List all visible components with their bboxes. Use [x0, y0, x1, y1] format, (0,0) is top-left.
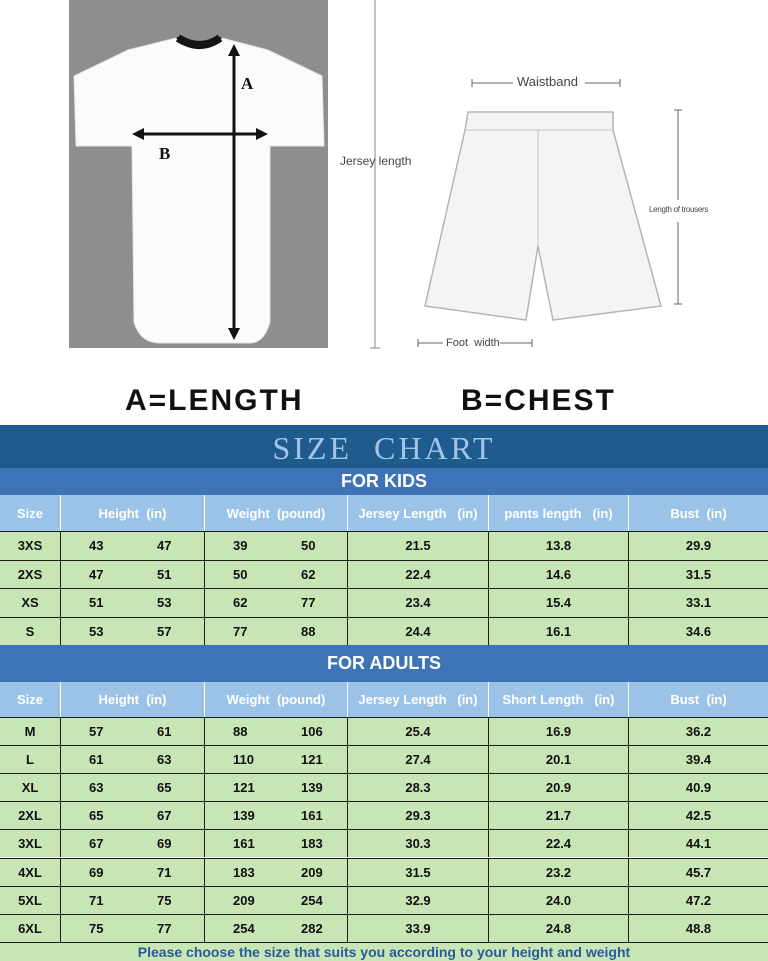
cell-pants-length: 15.4 [489, 589, 629, 617]
cell-size: 4XL [0, 859, 61, 886]
cell-weight-max: 88 [301, 623, 316, 639]
cell-height-min: 67 [89, 836, 104, 852]
cell-jersey-length: 23.4 [348, 589, 489, 617]
header-pants-length: pants length (in) [489, 495, 629, 531]
table-row [0, 745, 768, 773]
cell-bust: 29.9 [685, 538, 712, 554]
cell-weight [205, 718, 348, 745]
cell-weight-min: 88 [233, 724, 248, 740]
cell-height-max: 61 [157, 724, 172, 740]
table-row [0, 717, 768, 745]
cell-pants-length: 23.2 [489, 859, 629, 886]
shirt-label-b: B [159, 144, 171, 163]
cell-size: 2XL [0, 802, 61, 829]
cell-height-max: 71 [157, 864, 172, 880]
cell-jersey-length: 33.9 [348, 915, 489, 942]
cell-weight-min: 62 [233, 595, 248, 611]
cell-height-min: 51 [89, 595, 104, 611]
table-row [0, 531, 768, 560]
cell-weight-min: 39 [233, 538, 248, 554]
header-size: Size [0, 495, 61, 531]
header-weight: Weight (pound) [205, 682, 348, 717]
cell-bust: 39.4 [685, 752, 712, 768]
table-row [0, 829, 768, 857]
kids-section-label: FOR KIDS [340, 471, 427, 491]
cell-size: M [0, 718, 61, 745]
cell-weight-max: 282 [301, 920, 323, 936]
cell-height-max: 57 [157, 623, 172, 639]
legend-a-length: A=LENGTH [125, 384, 304, 417]
cell-bust: 34.6 [685, 623, 712, 639]
cell-pants-length: 24.8 [489, 915, 629, 942]
cell-height-min: 53 [89, 623, 104, 639]
adults-header-row [0, 682, 768, 717]
cell-weight [205, 915, 348, 942]
adults-section-bar [0, 645, 768, 682]
cell-weight-max: 139 [301, 780, 323, 796]
header-weight: Weight (pound) [205, 495, 348, 531]
cell-bust: 48.8 [685, 920, 712, 936]
cell-size: 3XL [0, 830, 61, 857]
header-short-length: Short Length (in) [489, 682, 629, 717]
header-size: Size [0, 682, 61, 717]
cell-weight-min: 121 [233, 780, 255, 796]
cell-weight-min: 161 [233, 836, 255, 852]
cell-weight-min: 183 [233, 864, 255, 880]
cell-height-max: 53 [157, 595, 172, 611]
cell-size: S [0, 618, 61, 646]
shorts-shape [425, 112, 661, 320]
cell-bust: 36.2 [685, 724, 712, 740]
table-row [0, 560, 768, 589]
cell-height-min: 63 [89, 780, 104, 796]
cell-jersey-length: 21.5 [348, 532, 489, 560]
cell-height-min: 65 [89, 808, 104, 824]
footer-note: Please choose the size that suits you according to your height and weight [0, 942, 768, 961]
cell-jersey-length: 25.4 [348, 718, 489, 745]
cell-height-max: 69 [157, 836, 172, 852]
cell-height-min: 47 [89, 566, 104, 582]
cell-height [61, 532, 205, 560]
header-height: Height (in) [61, 682, 205, 717]
cell-jersey-length: 31.5 [348, 859, 489, 886]
cell-height [61, 774, 205, 801]
adults-section-label: FOR ADULTS [327, 653, 441, 673]
waistband-label: Waistband [517, 74, 578, 89]
kids-header-row [0, 495, 768, 531]
cell-height-min: 43 [89, 538, 104, 554]
cell-weight [205, 618, 348, 646]
jersey-length-label: Jersey length [340, 154, 412, 168]
cell-pants-length: 20.9 [489, 774, 629, 801]
cell-height-max: 51 [157, 566, 172, 582]
table-row [0, 617, 768, 646]
kids-section-bar [0, 468, 768, 495]
cell-height [61, 618, 205, 646]
cell-weight [205, 746, 348, 773]
cell-pants-length: 22.4 [489, 830, 629, 857]
cell-weight [205, 532, 348, 560]
cell-jersey-length: 30.3 [348, 830, 489, 857]
cell-weight-max: 161 [301, 808, 323, 824]
cell-size: 6XL [0, 915, 61, 942]
header-bust: Bust (in) [670, 692, 727, 707]
cell-pants-length: 14.6 [489, 561, 629, 589]
cell-weight-min: 209 [233, 892, 255, 908]
table-row [0, 588, 768, 617]
cell-height-max: 77 [157, 920, 172, 936]
cell-bust: 47.2 [685, 892, 712, 908]
tshirt-shape [74, 36, 324, 343]
cell-weight-max: 106 [301, 724, 323, 740]
table-row [0, 858, 768, 886]
cell-size: 3XS [0, 532, 61, 560]
header-bust: Bust (in) [670, 505, 727, 521]
shirt-label-a: A [241, 74, 254, 93]
cell-jersey-length: 32.9 [348, 887, 489, 914]
cell-bust: 44.1 [685, 836, 712, 852]
cell-pants-length: 13.8 [489, 532, 629, 560]
cell-height [61, 830, 205, 857]
cell-bust: 42.5 [685, 808, 712, 824]
foot-width-label: Foot width [446, 337, 500, 349]
cell-height [61, 915, 205, 942]
cell-jersey-length: 29.3 [348, 802, 489, 829]
cell-weight-max: 77 [301, 595, 316, 611]
cell-height [61, 589, 205, 617]
cell-weight-max: 62 [301, 566, 316, 582]
cell-height-min: 75 [89, 920, 104, 936]
cell-height-min: 71 [89, 892, 104, 908]
table-row [0, 801, 768, 829]
header-jersey-length: Jersey Length (in) [348, 495, 489, 531]
cell-height-min: 61 [89, 752, 104, 768]
cell-weight-min: 77 [233, 623, 248, 639]
cell-weight [205, 830, 348, 857]
cell-size: XS [0, 589, 61, 617]
cell-weight-max: 209 [301, 864, 323, 880]
header-height: Height (in) [61, 495, 205, 531]
cell-bust: 45.7 [685, 864, 712, 880]
cell-pants-length: 16.9 [489, 718, 629, 745]
cell-weight-min: 139 [233, 808, 255, 824]
cell-weight [205, 561, 348, 589]
cell-pants-length: 16.1 [489, 618, 629, 646]
cell-weight-max: 121 [301, 752, 323, 768]
cell-weight-min: 50 [233, 566, 248, 582]
cell-bust: 31.5 [685, 566, 712, 582]
legend-b-chest: B=CHEST [461, 384, 616, 417]
cell-height-max: 67 [157, 808, 172, 824]
cell-bust: 33.1 [685, 595, 712, 611]
cell-height [61, 887, 205, 914]
cell-weight [205, 802, 348, 829]
table-row [0, 914, 768, 942]
cell-weight-max: 50 [301, 538, 316, 554]
cell-weight [205, 859, 348, 886]
cell-pants-length: 20.1 [489, 746, 629, 773]
cell-height-max: 75 [157, 892, 172, 908]
cell-weight [205, 887, 348, 914]
cell-height [61, 746, 205, 773]
size-chart-title: SIZE CHART [272, 430, 496, 466]
cell-height-min: 57 [89, 724, 104, 740]
cell-weight [205, 774, 348, 801]
cell-height [61, 859, 205, 886]
size-chart-title-bar [0, 425, 768, 468]
cell-bust: 40.9 [685, 780, 712, 796]
measurement-diagram [0, 0, 768, 425]
cell-weight-max: 254 [301, 892, 323, 908]
cell-size: L [0, 746, 61, 773]
cell-size: 5XL [0, 887, 61, 914]
cell-jersey-length: 24.4 [348, 618, 489, 646]
cell-height [61, 802, 205, 829]
cell-size: 2XS [0, 561, 61, 589]
length-of-trousers-label: Length of trousers [649, 205, 709, 214]
cell-height-max: 63 [157, 752, 172, 768]
table-row [0, 886, 768, 914]
cell-pants-length: 24.0 [489, 887, 629, 914]
cell-height [61, 718, 205, 745]
table-row [0, 773, 768, 801]
header-jersey-length: Jersey Length (in) [348, 682, 489, 717]
cell-pants-length: 21.7 [489, 802, 629, 829]
cell-weight-min: 110 [233, 752, 254, 768]
cell-jersey-length: 27.4 [348, 746, 489, 773]
cell-weight [205, 589, 348, 617]
cell-size: XL [0, 774, 61, 801]
cell-height-max: 47 [157, 538, 172, 554]
cell-height-max: 65 [157, 780, 172, 796]
cell-jersey-length: 28.3 [348, 774, 489, 801]
cell-weight-max: 183 [301, 836, 323, 852]
cell-weight-min: 254 [233, 920, 255, 936]
cell-jersey-length: 22.4 [348, 561, 489, 589]
cell-height-min: 69 [89, 864, 104, 880]
cell-height [61, 561, 205, 589]
